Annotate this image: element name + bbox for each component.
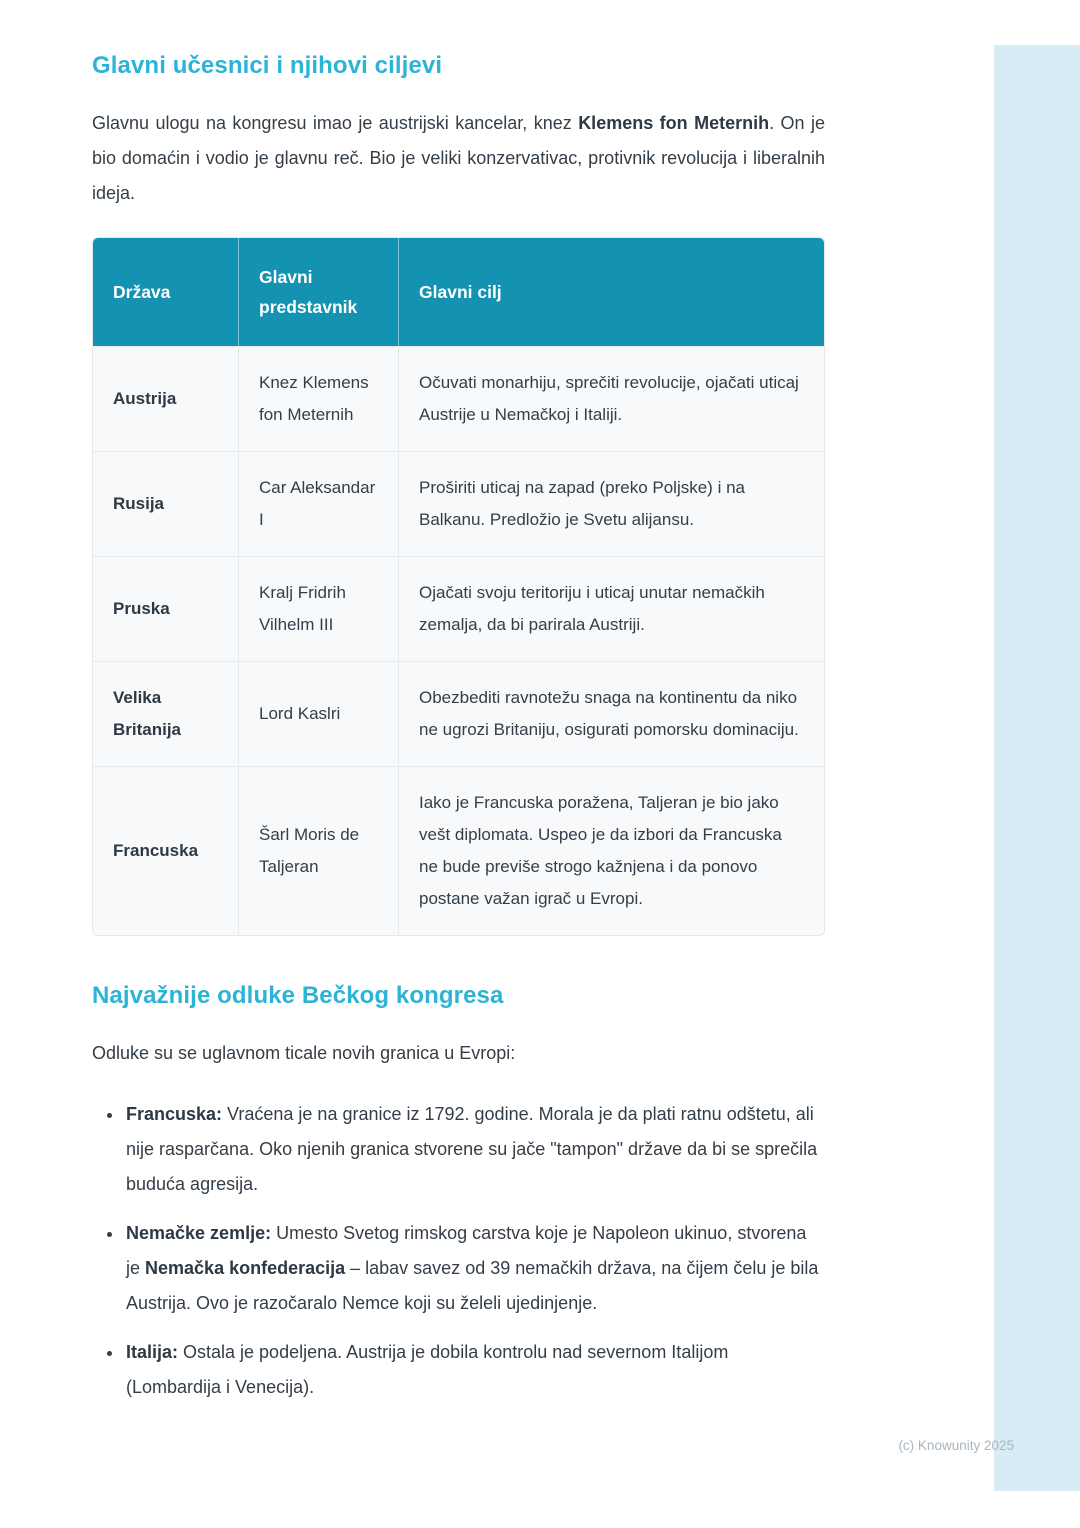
table-row bbox=[93, 556, 824, 661]
table-body bbox=[93, 346, 824, 935]
section-heading-decisions: Najvažnije odluke Bečkog kongresa bbox=[92, 982, 504, 1009]
cell-goal: Proširiti uticaj na zapad (preko Poljske) i na Balkanu. Predložio je Svetu alijansu. bbox=[398, 451, 824, 556]
cell-country: Velika Britanija bbox=[93, 661, 238, 766]
cell-goal: Obezbediti ravnotežu snaga na kontinentu da niko ne ugrozi Britaniju, osigurati pomorsku dominaciju. bbox=[398, 661, 824, 766]
bullet-text: Ostala je podeljena. Austrija je dobila kontrolu nad severnom Italijom (Lombardija i Venecija). bbox=[126, 1342, 729, 1397]
cell-country: Austrija bbox=[93, 346, 238, 451]
bullet-text: Umesto Svetog rimskog carstva koje je Napoleon ukinuo, stvorena je bbox=[126, 1223, 807, 1278]
list-item-francuska bbox=[124, 1097, 825, 1202]
table-header bbox=[93, 238, 824, 346]
decisions-intro: Odluke su se uglavnom ticale novih granica u Evropi: bbox=[92, 1043, 516, 1063]
table-row bbox=[93, 451, 824, 556]
table-row bbox=[93, 346, 824, 451]
cell-country: Rusija bbox=[93, 451, 238, 556]
participants-table bbox=[93, 238, 824, 935]
section-decisions bbox=[92, 982, 825, 1405]
list-item-italija bbox=[124, 1335, 825, 1405]
intro-paragraph bbox=[92, 106, 825, 211]
intro-bold-name: Klemens fon Meternih bbox=[578, 113, 770, 133]
cell-goal: Očuvati monarhiju, sprečiti revolucije, ojačati uticaj Austrije u Nemačkoj i Italiji. bbox=[398, 346, 824, 451]
section-heading-participants: Glavni učesnici i njihovi ciljevi bbox=[92, 52, 443, 79]
watermark: (c) Knowunity 2025 bbox=[898, 1438, 1014, 1453]
bullet-text: Vraćena je na granice iz 1792. godine. Morala je da plati ratnu odštetu, ali nije rasparčana. Oko njenih granica stvorene su jače "tampon" države da bi se sprečila buduća agresija. bbox=[126, 1104, 818, 1194]
bullet-inline-bold: Nemačka konfederacija bbox=[145, 1258, 346, 1278]
page-edge-strip bbox=[994, 45, 1080, 1491]
cell-country: Francuska bbox=[93, 766, 238, 935]
cell-goal: Ojačati svoju teritoriju i uticaj unutar nemačkih zemalja, da bi parirala Austriji. bbox=[398, 556, 824, 661]
column-header-country: Država bbox=[93, 238, 238, 346]
decisions-list bbox=[92, 1097, 825, 1405]
participants-table-wrapper bbox=[92, 237, 825, 936]
column-header-goal: Glavni cilj bbox=[398, 238, 824, 346]
cell-country: Pruska bbox=[93, 556, 238, 661]
table-row bbox=[93, 661, 824, 766]
cell-representative: Car Aleksandar I bbox=[238, 451, 398, 556]
bullet-text: – labav savez od 39 nemačkih država, na čijem čelu je bila Austrija. Ovo je razočaralo Nemce koji su želeli ujedinjenje. bbox=[126, 1258, 819, 1313]
list-item-nemacke-zemlje bbox=[124, 1216, 825, 1321]
table-row bbox=[93, 766, 824, 935]
section-participants bbox=[92, 52, 825, 936]
intro-text-part1: Glavnu ulogu na kongresu imao je austrijski kancelar, knez bbox=[92, 113, 579, 133]
bullet-lead-bold: Italija: bbox=[126, 1342, 179, 1362]
document-page bbox=[92, 52, 825, 1419]
cell-representative: Kralj Fridrih Vilhelm III bbox=[238, 556, 398, 661]
cell-goal: Iako je Francuska poražena, Taljeran je bio jako vešt diplomata. Uspeo je da izbori da Francuska ne bude previše strogo kažnjena i da ponovo postane važan igrač u Evropi. bbox=[398, 766, 824, 935]
table-header-row bbox=[93, 238, 824, 346]
bullet-lead-bold: Nemačke zemlje: bbox=[126, 1223, 272, 1243]
cell-representative: Knez Klemens fon Meternih bbox=[238, 346, 398, 451]
column-header-representative: Glavni predstavnik bbox=[238, 238, 398, 346]
cell-representative: Šarl Moris de Taljeran bbox=[238, 766, 398, 935]
bullet-lead-bold: Francuska: bbox=[126, 1104, 223, 1124]
cell-representative: Lord Kaslri bbox=[238, 661, 398, 766]
intro-text-part2: . On je bio domaćin i vodio je glavnu reč. Bio je veliki konzervativac, protivnik revolucija i liberalnih ideja. bbox=[92, 113, 825, 203]
